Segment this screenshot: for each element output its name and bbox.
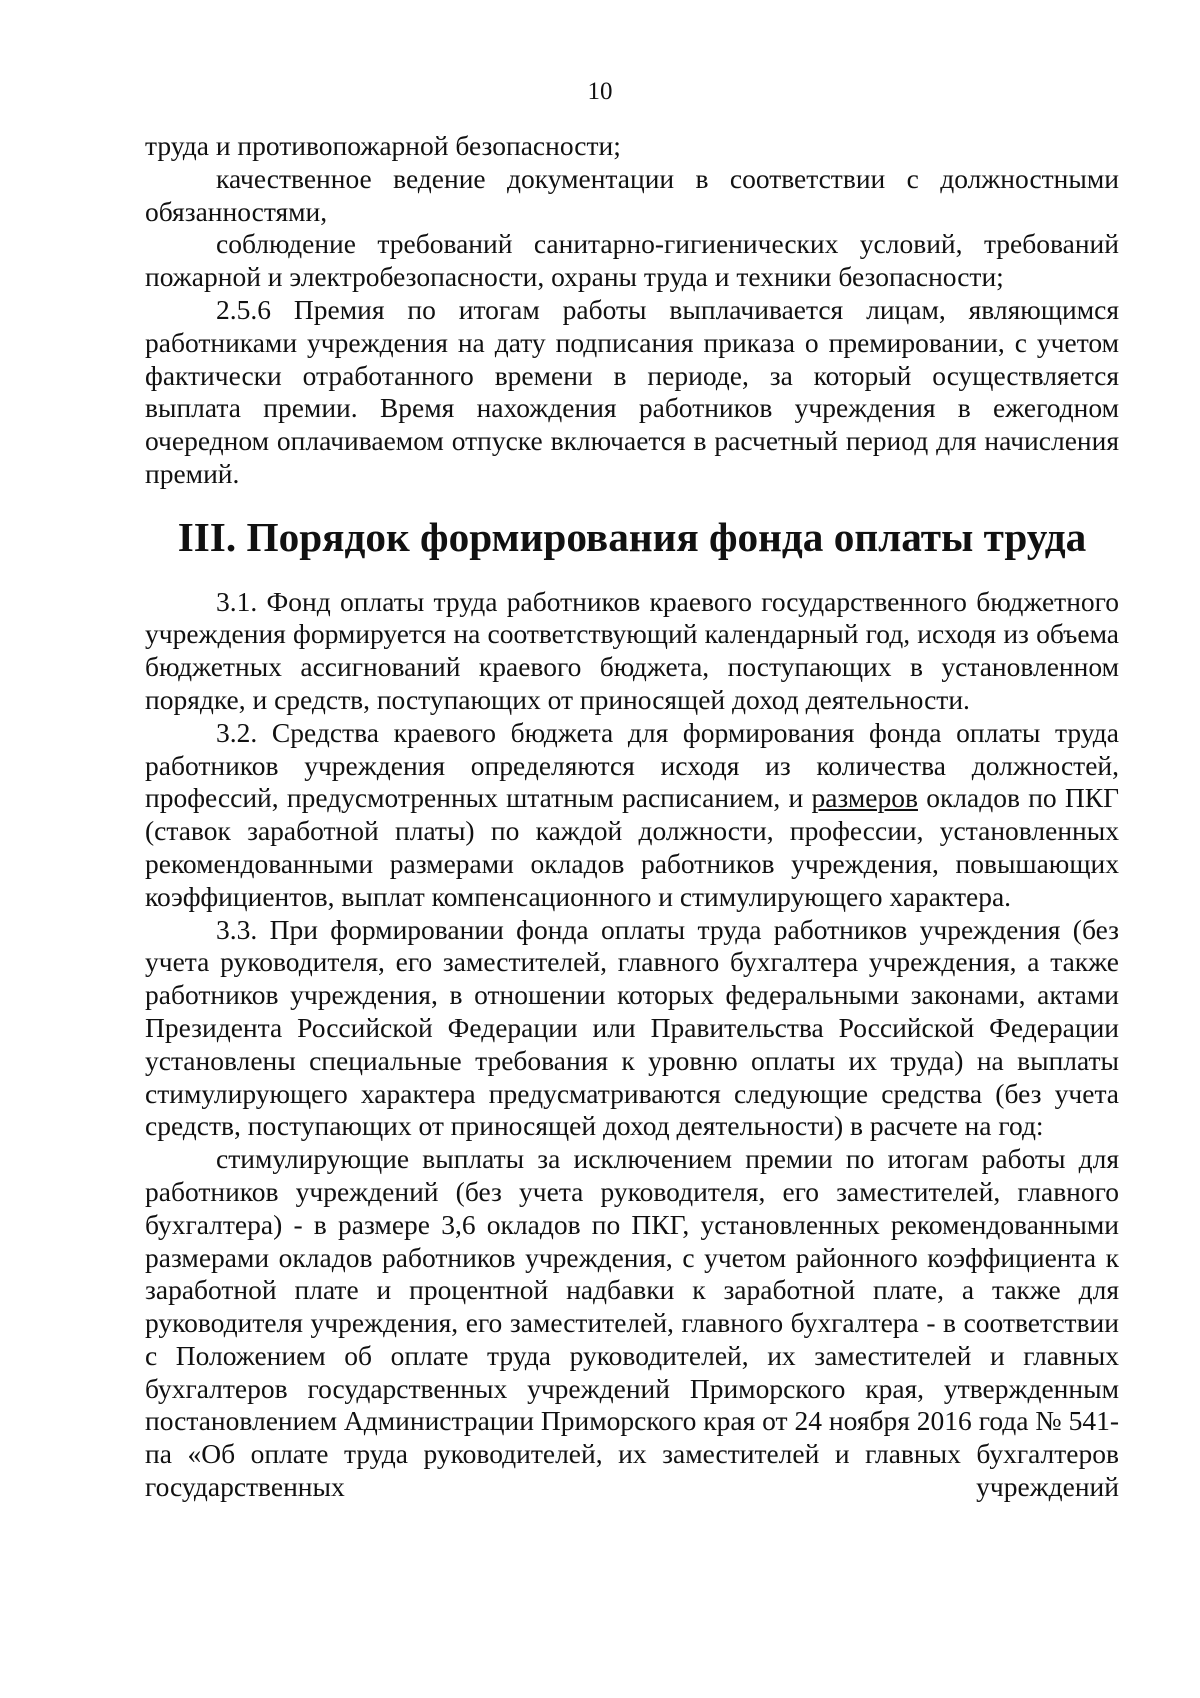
paragraph-3-1: 3.1. Фонд оплаты труда работников краевого государственного бюджетного учреждения формируется на соответствующий календарный год, исходя из объема бюджетных ассигнований краевого бюджета, поступающих в установленном порядке, и средств, поступающих от приносящей доход деятельности. (145, 585, 1119, 715)
sizes-link[interactable]: размеров (811, 782, 918, 814)
paragraph-continuation: труда и противопожарной безопасности; (145, 130, 621, 161)
paragraph-sanitary-requirements: соблюдение требований санитарно-гигиенических условий, требований пожарной и электробезопасности, охраны труда и техники безопасности; (145, 228, 1119, 293)
paragraph-3-3: 3.3. При формировании фонда оплаты труда работников учреждения (без учета руководителя, его заместителей, главного бухгалтера учреждения, а также работников учреждения, в отношении которых федеральными законами, актами Президента Российской Федерации или Правительства Российской Федерации установлены специальные требования к уровню оплаты их труда) на выплаты стимулирующего характера предусматриваются следующие средства (без учета средств, поступающих от приносящей доход деятельности) в расчете на год: (145, 913, 1119, 1142)
paragraph-3-2 (145, 717, 1119, 914)
paragraph-2-5-6: 2.5.6 Премия по итогам работы выплачивается лицам, являющимся работниками учреждения на дату подписания приказа о премировании, с учетом фактически отработанного времени в периоде, за который осуществляется выплата премии. Время нахождения работников учреждения в ежегодном очередном оплачиваемом отпуске включается в расчетный период для начисления премий. (145, 293, 1119, 489)
paragraph-3-2-text-start: 3.2. Средства краевого бюджета для формирования фонда оплаты труда работников учреждения определяются исходя из количества должностей, профессий, предусмотренных штатным расписанием, и (145, 716, 1119, 814)
page-number: 10 (587, 78, 613, 105)
document-body (145, 130, 1119, 1504)
paragraph-documentation: качественное ведение документации в соответствии с должностными обязанностями, (145, 162, 1119, 227)
paragraph-stimulating-payments: стимулирующие выплаты за исключением премии по итогам работы для работников учреждений (без учета руководителя, его заместителей, главного бухгалтера) - в размере 3,6 окладов по ПКГ, установленных рекомендованными размерами окладов работников учреждения, с учетом районного коэффициента к заработной плате и процентной надбавки к заработной плате, а также для руководителя учреждения, его заместителей, главного бухгалтера - в соответствии с Положением об оплате труда руководителей, их заместителей и главных бухгалтеров государственных учреждений Приморского края, утвержденным постановлением Администрации Приморского края от 24 ноября 2016 года № 541-па «Об оплате труда руководителей, их заместителей и главных бухгалтеров государственных учреждений (145, 1143, 1119, 1503)
paragraph-3-2-text-end: окладов по ПКГ (ставок заработной платы) по каждой должности, профессии, установленных рекомендованными размерами окладов работников учреждения, повышающих коэффициентов, выплат компенсационного и стимулирующего характера. (145, 782, 1119, 912)
section-3-heading: III. Порядок формирования фонда оплаты труда (177, 513, 1087, 560)
